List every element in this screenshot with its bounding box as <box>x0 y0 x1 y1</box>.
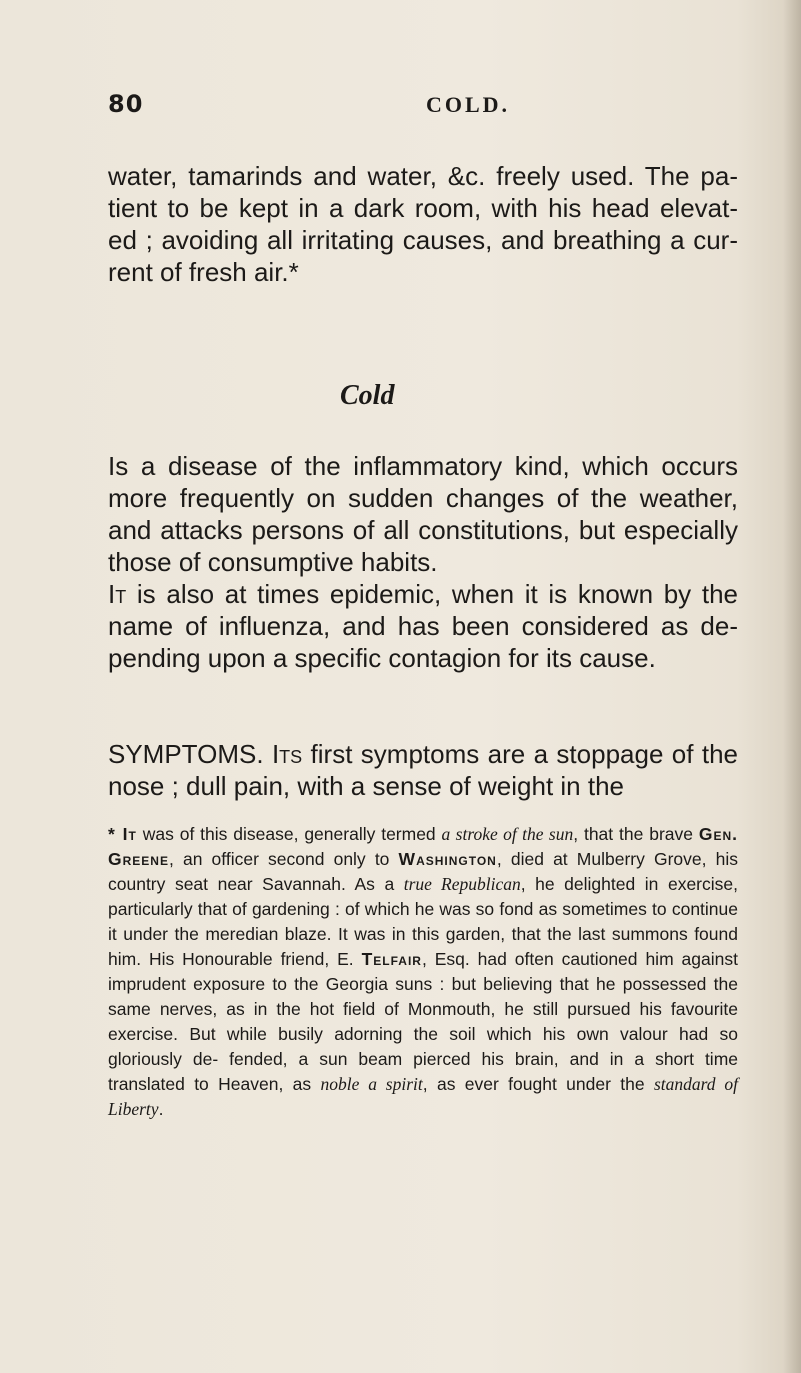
paragraph-symptoms <box>108 738 738 802</box>
footnote-text: , died at Mulberry Grove, his country seat near Savannah. As a <box>108 849 739 894</box>
footnote <box>108 822 738 1122</box>
footnote-name: Telfair <box>361 949 422 969</box>
header-title: COLD. <box>426 92 511 117</box>
paragraph-epidemic <box>108 578 738 674</box>
footnote-italic-phrase: standard of Liberty <box>108 1074 738 1119</box>
page-edge-shadow <box>783 0 801 1373</box>
footnote-italic-phrase: a stroke of the sun <box>441 824 574 844</box>
footnote-italic-phrase: noble a spirit <box>320 1074 423 1094</box>
page-number: 80 <box>108 90 144 118</box>
paragraph-lead-word: Its <box>271 739 303 769</box>
footnote-name: Washington <box>398 849 497 869</box>
paragraph-treatment: water, tamarinds and water, &c. freely used. The pa- tient to be kept in a dark room, with his head elevat- ed ; avoiding all irritating causes, and breathing a cur- rent of fresh air.* <box>108 161 738 287</box>
paragraph-definition: Is a disease of the inflammatory kind, which occurs more frequently on sudden changes of the weather, and attacks persons of all constitutions, but especially those of consumptive habits. <box>108 451 738 577</box>
footnote-text: , an officer second only to <box>168 849 399 869</box>
paragraph-body: first symptoms are a stoppage of the nose ; dull pain, with a sense of weight in the <box>108 739 738 801</box>
paragraph-body: is also at times epidemic, when it is known by the name of influenza, and has been considered as de- pending upon a specific contagion for its cause. <box>108 579 738 673</box>
footnote-text: was of this disease, generally termed <box>136 824 442 844</box>
symptoms-heading: SYMPTOMS. <box>108 739 264 769</box>
footnote-marker: * It <box>108 824 137 844</box>
footnote-text: , as ever fought under the <box>422 1074 654 1094</box>
footnote-text: , he delighted in exercise, particularly that of gardening : of which he was so fond as sometimes to continue it under the meredian blaze. It was in this garden, that the last summons found him. His Honourable friend, E. <box>108 874 738 969</box>
section-title: Cold <box>340 380 395 411</box>
running-head <box>108 90 708 126</box>
footnote-name: Gen. Greene <box>108 824 739 869</box>
footnote-text: . <box>158 1099 164 1119</box>
footnote-text: , that the brave <box>573 824 699 844</box>
footnote-italic-phrase: true Republican <box>403 874 521 894</box>
footnote-text: , Esq. had often cautioned him against imprudent exposure to the Georgia suns : but believing that he possessed the same nerves, as in the hot field of Monmouth, he still pursued his favourite exercise. But while busily adorning the soil which his own valour had so gloriously de- fended, a sun beam pierced his brain, and in a short time translated to Heaven, as <box>108 949 738 1094</box>
paragraph-lead-word: It <box>108 579 127 609</box>
